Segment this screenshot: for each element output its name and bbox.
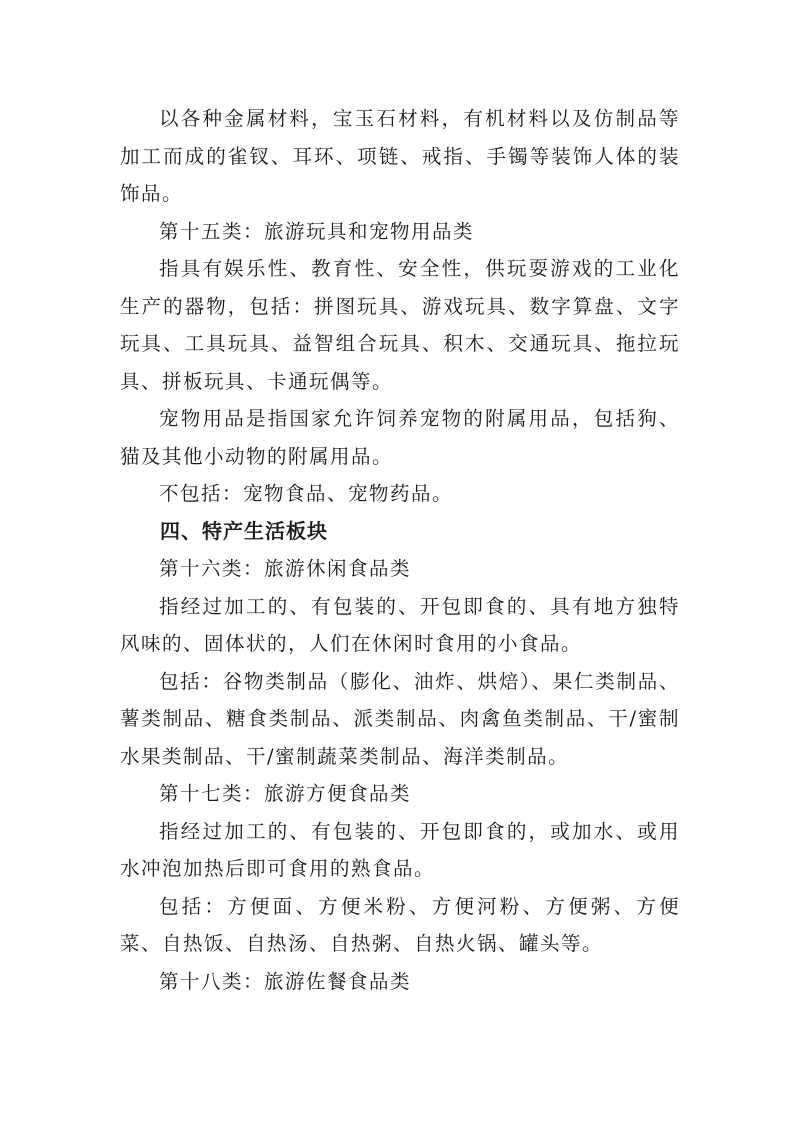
category-16-title: 第十六类：旅游休闲食品类 bbox=[159, 557, 412, 580]
category-17-title: 第十七类：旅游方便食品类 bbox=[159, 782, 412, 805]
category-15-title: 第十五类：旅游玩具和宠物用品类 bbox=[159, 219, 475, 243]
paragraph-convenience-includes: 包括：方便面、方便米粉、方便河粉、方便粥、方便菜、自热饭、自热汤、自热粥、自热火锅、罐头等。 bbox=[120, 894, 680, 955]
document-body bbox=[120, 100, 680, 1000]
paragraph-snack-includes: 包括：谷物类制品（膨化、油炸、烘焙）、果仁类制品、薯类制品、糖食类制品、派类制品、肉禽鱼类制品、干/蜜制水果类制品、干/蜜制蔬菜类制品、海洋类制品。 bbox=[120, 669, 680, 768]
category-18-title: 第十八类：旅游佐餐食品类 bbox=[159, 969, 412, 993]
paragraph-snack-description: 指经过加工的、有包装的、开包即食的、具有地方独特风味的、固体状的，人们在休闲时食用的小食品。 bbox=[120, 594, 680, 655]
section-heading-specialty-living: 四、特产生活板块 bbox=[160, 518, 328, 543]
paragraph-pet-supplies-description: 宠物用品是指国家允许饲养宠物的附属用品，包括狗、猫及其他小动物的附属用品。 bbox=[120, 407, 680, 468]
paragraph-toys-description: 指具有娱乐性、教育性、安全性，供玩耍游戏的工业化生产的器物，包括：拼图玩具、游戏玩具、数字算盘、文字玩具、工具玩具、益智组合玩具、积木、交通玩具、拖拉玩具、拼板玩具、卡通玩偶等。 bbox=[120, 257, 680, 393]
paragraph-convenience-description: 指经过加工的、有包装的、开包即食的，或加水、或用水冲泡加热后即可食用的熟食品。 bbox=[120, 819, 680, 880]
paragraph-jewelry-description: 以各种金属材料，宝玉石材料，有机材料以及仿制品等加工而成的雀钗、耳环、项链、戒指、手镯等装饰人体的装饰品。 bbox=[120, 107, 680, 205]
paragraph-pet-exclusions: 不包括：宠物食品、宠物药品。 bbox=[159, 482, 454, 505]
